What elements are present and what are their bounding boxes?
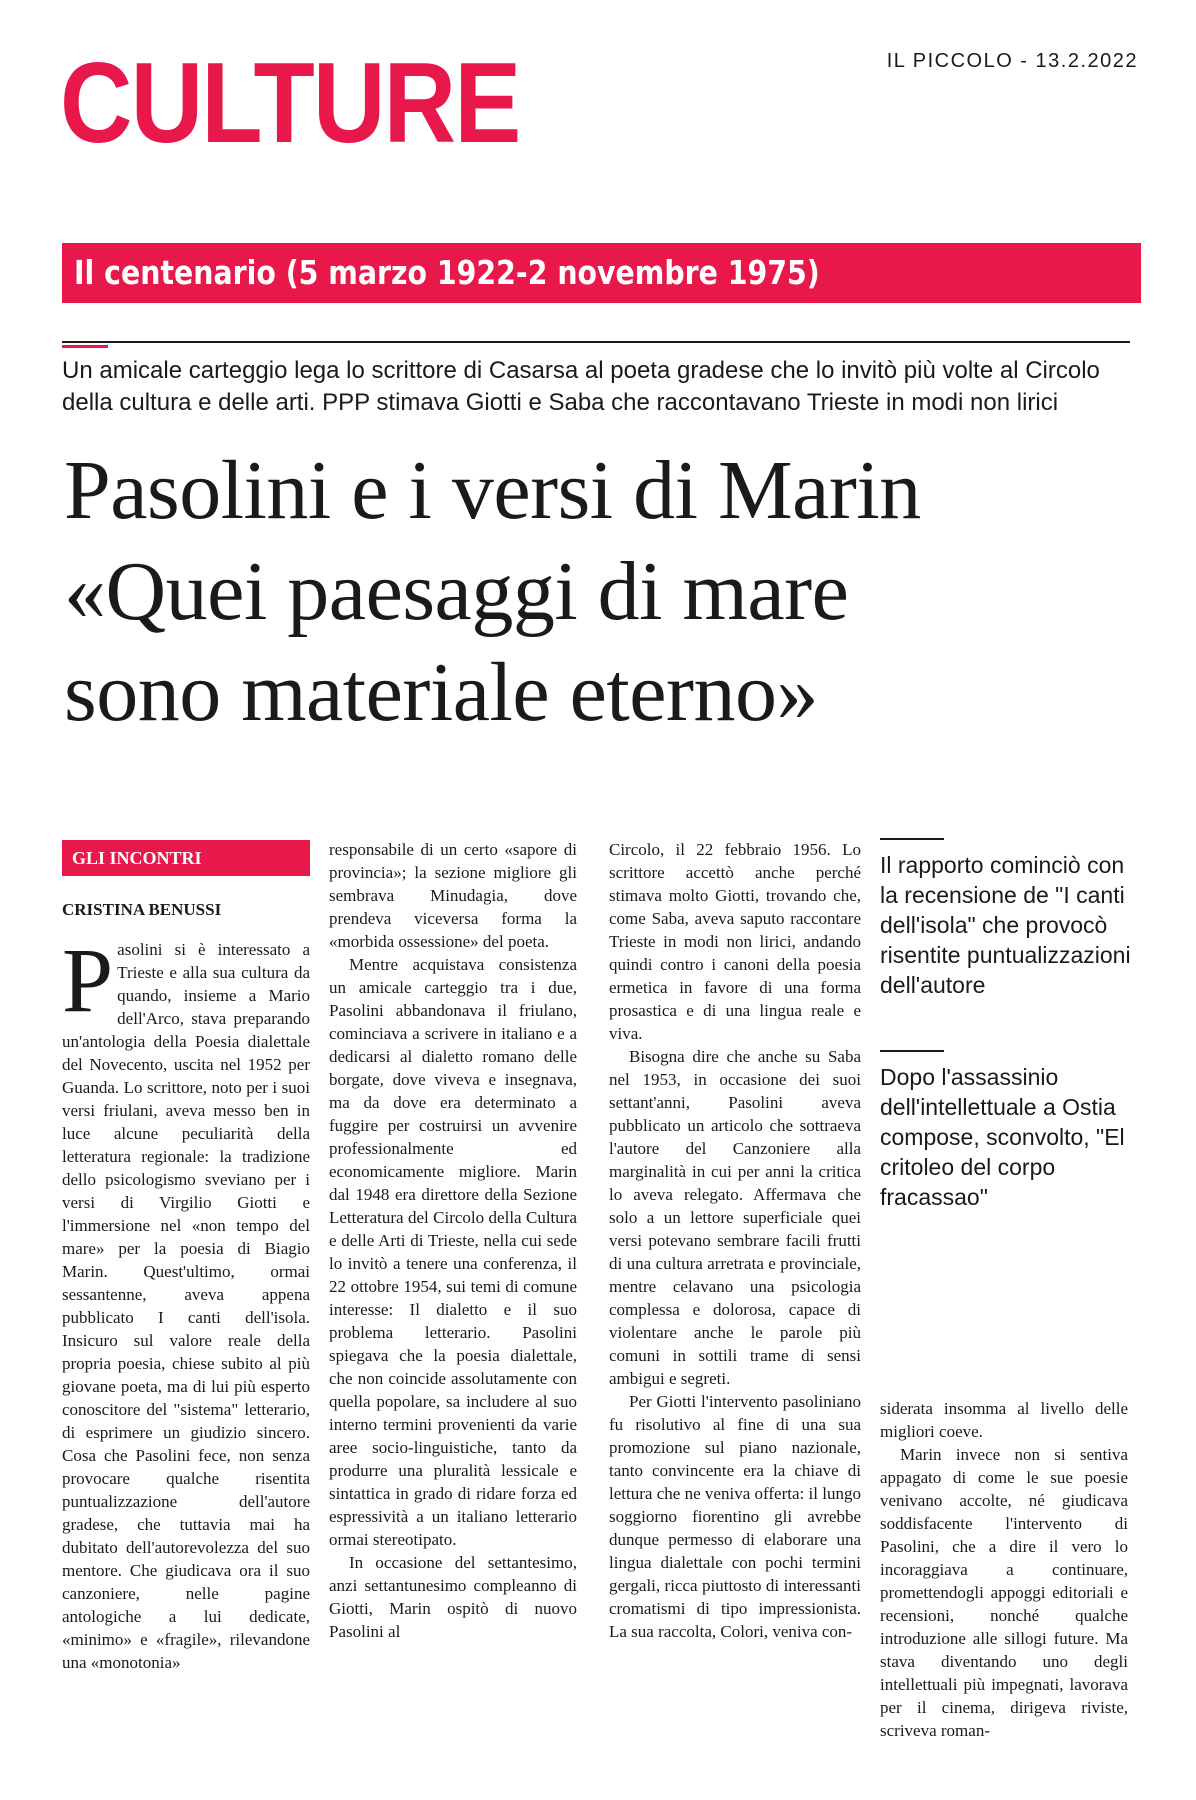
kicker-accent-divider	[62, 345, 108, 348]
pullquote: Dopo l'assassinio dell'intellettuale a Ostia compose, sconvolto, "El critoleo del corpo fracassao"	[880, 1064, 1125, 1210]
article-column-2	[329, 838, 577, 1778]
paragraph: Bisogna dire che anche su Saba nel 1953, in occasione dei suoi settant'anni, Pasolini aveva pubblicato un articolo che sottraeva l'autore del Canzoniere alla marginalità in cui per anni la critica lo aveva relegato. Affermava che solo a un lettore superficiale quei versi potevano sembrare facili frutti di una cultura arretrata e provinciale, mentre celavano una psicologia complessa e dolorosa, capace di violentare anche le parole più comuni in sottili trame di sensi ambigui e segreti.	[609, 1047, 861, 1388]
pullquote: Il rapporto cominciò con la recensione de "I canti dell'isola" che provocò risentite puntualizzazioni dell'autore	[880, 852, 1131, 998]
author-byline: CRISTINA BENUSSI	[62, 900, 222, 919]
paragraph: Circolo, il 22 febbraio 1956. Lo scrittore accettò anche perché stimava molto Giotti, trovando che, come Saba, aveva saputo raccontare Trieste in modi non lirici, andando quindi contro i canoni della poesia ermetica in favore di una forma prosastica e di una lingua reale e viva.	[609, 840, 861, 1043]
article-column-1	[62, 938, 310, 1778]
paragraph: In occasione del settantesimo, anzi settantunesimo compleanno di Giotti, Marin ospitò di nuovo Pasolini al	[329, 1553, 577, 1641]
article-column-4	[880, 1397, 1128, 1778]
article-headline	[64, 440, 1164, 743]
pullquote-divider	[880, 838, 944, 840]
paragraph-text: asolini si è interessato a Trieste e alla sua cultura da quando, insieme a Mario dell'Arco, stava preparando un'antologia della Poesia dialettale del Novecento, uscita nel 1952 per Guanda. Lo scrittore, noto per i suoi versi friulani, aveva messo ben in luce alcune peculiarità della letteratura regionale: la tradizione dello psicologismo sveviano per i versi di Virgilio Giotti e l'immersione nel «non tempo del mare» per la poesia di Biagio Marin. Quest'ultimo, ormai sessantenne, aveva appena pubblicato I canti dell'isola. Insicuro sul valore reale della propria poesia, chiese subito al più giovane poeta, ma di lui più esperto conoscitore del "sistema" letterario, di esprimere un giudizio sincero. Cosa che Pasolini fece, non senza provocare qualche risentita puntualizzazione dell'autore gradese, che tuttavia mai ha dubitato dell'autorevolezza del suo mentore. Che giudicava ora il suo canzoniere, nelle pagine antologiche a lui dedicate, «minimo» e «fragile», rilevandone una «monotonia»	[62, 940, 310, 1672]
paragraph: Per Giotti l'intervento pasoliniano fu risolutivo al fine di una sua promozione sul piano nazionale, tanto convincente era la chiave di lettura che ne veniva offerta: il lungo soggiorno fiorentino gli avrebbe dunque permesso di elaborare una lingua dialettale con pochi termini gergali, ricca piuttosto di interessanti cromatismi di tipo impressionista. La sua raccolta, Colori, veniva con-	[609, 1392, 861, 1641]
headline-line: «Quei paesaggi di mare	[64, 545, 849, 638]
kicker-divider	[62, 341, 1130, 343]
paragraph: siderata insomma al livello delle migliori coeve.	[880, 1399, 1128, 1441]
paragraph: Mentre acquistava consistenza un amicale carteggio tra i due, Pasolini abbandonava il friulano, cominciava a scrivere in italiano e a dedicarsi al dialetto romano delle borgate, dove viveva e insegnava, ma da dove era determinato a fuggire per costruirsi un avvenire professionalmente ed economicamente migliore. Marin dal 1948 era direttore della Sezione Letteratura del Circolo della Cultura e delle Arti di Trieste, nella cui sede lo invitò a tenere una conferenza, il 22 ottobre 1954, sui temi di comune interesse: Il dialetto e il suo problema letterario. Pasolini spiegava che la poesia dialettale, che non coincide assolutamente con quella popolare, sa includere al suo interno termini provenienti da varie aree socio-linguistiche, tanto da produrre una pluralità lessicale e sintattica in grado di ridare forza ed espressività a un italiano letterario ormai stereotipato.	[329, 955, 577, 1549]
pullquote-divider	[880, 1050, 944, 1052]
centenary-banner	[62, 243, 1141, 303]
headline-line: sono materiale eterno»	[64, 646, 819, 739]
paragraph: responsabile di un certo «sapore di provincia»; la sezione migliore gli sembrava Minudagia, dove prendeva viceversa forma la «morbida ossessione» del poeta.	[329, 840, 577, 951]
article-kicker: Un amicale carteggio lega lo scrittore di Casarsa al poeta gradese che lo invitò più volte al Circolo della cultura e delle arti. PPP stimava Giotti e Saba che raccontavano Trieste in modi non lirici	[62, 357, 1100, 416]
paragraph	[62, 938, 310, 1674]
drop-cap: P	[62, 938, 114, 1031]
paragraph: Marin invece non si sentiva appagato di come le sue poesie venivano accolte, né giudicava soddisfacente l'intervento di Pasolini, che a dire il vero lo incoraggiava a continuare, promettendogli appoggi editoriali e recensioni, nonché qualche introduzione alle sillogi future. Ma stava diventando uno degli intellettuali più impegnati, lavorava per il cinema, dirigeva riviste, scriveva roman-	[880, 1445, 1128, 1740]
section-title: CULTURE	[60, 40, 520, 167]
article-column-3	[609, 838, 861, 1778]
newspaper-source-date: IL PICCOLO - 13.2.2022	[886, 50, 1138, 72]
rubric-label: GLI INCONTRI	[62, 840, 310, 876]
banner-text: Il centenario (5 marzo 1922-2 novembre 1975)	[74, 253, 820, 292]
headline-line: Pasolini e i versi di Marin	[64, 444, 921, 537]
